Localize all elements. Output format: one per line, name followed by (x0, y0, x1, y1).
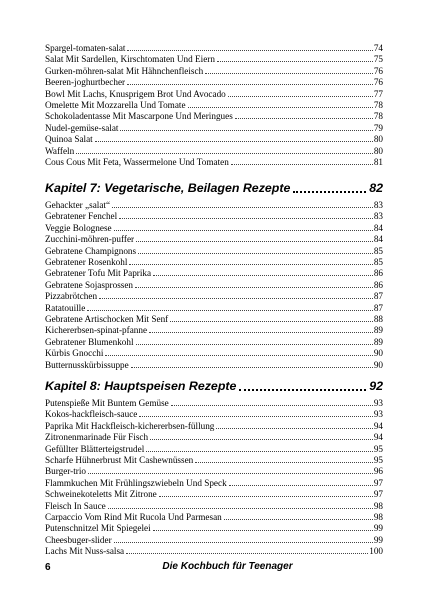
toc-entry-leader (171, 405, 373, 406)
toc-entry-title: Kürbis Gnocchi (45, 348, 104, 359)
toc-entry-title: Spargel-tomaten-salat (45, 43, 126, 53)
toc-entry[interactable] (45, 256, 383, 268)
toc-entry-page: 87 (373, 302, 383, 313)
toc-entry-page: 74 (373, 43, 383, 53)
toc-entry-title: Salat Mit Sardellen, Kirschtomaten Und Eiern (45, 54, 215, 65)
toc-entry-page: 86 (373, 279, 383, 290)
toc-entry-leader (146, 451, 373, 452)
toc-entry-title: Flammkuchen Mit Frühlingszwiebeln Und Speck (45, 477, 227, 488)
toc-entry-title: Gebratener Tofu Mit Paprika (45, 268, 152, 279)
toc-entry-page: 100 (369, 546, 383, 557)
toc-entry-title: Lachs Mit Nuss-salsa (45, 546, 125, 557)
toc-entry-leader (224, 519, 373, 520)
toc-entry[interactable] (45, 290, 383, 302)
toc-entry-title: Omelette Mit Mozzarella Und Tomate (45, 100, 186, 110)
toc-entry[interactable] (45, 133, 383, 145)
toc-entry-leader (188, 107, 373, 108)
toc-entry-title: Quinoa Salat (45, 134, 93, 145)
toc-entry-leader (105, 355, 372, 356)
toc-entry-leader (136, 241, 373, 242)
toc-entry-page: 79 (373, 122, 383, 133)
toc-entry-page: 80 (373, 145, 383, 156)
toc-entry-title: Pizzabrötchen (45, 291, 98, 302)
toc-entry-leader (229, 485, 373, 486)
toc-entry-page: 93 (373, 409, 383, 420)
toc-entry-title: Cheesbuger-slider (45, 534, 112, 545)
toc-entry[interactable] (45, 500, 383, 512)
chapter-7-page: 82 (369, 181, 383, 195)
chapter-8-leader (239, 389, 366, 391)
toc-entry-leader (149, 332, 373, 333)
toc-entry-leader (136, 344, 373, 345)
toc-entry-leader (88, 473, 373, 474)
toc-entry[interactable] (45, 267, 383, 279)
toc-entry-leader (127, 84, 373, 85)
toc-entry-leader (127, 50, 372, 51)
toc-entry-leader (216, 428, 372, 429)
toc-entry-page: 90 (373, 348, 383, 359)
chapter-7-leader (293, 191, 366, 193)
toc-entry-leader (170, 321, 373, 322)
toc-entry[interactable] (45, 545, 383, 557)
toc-entry-title: Schokoladentasse Mit Mascarpone Und Meringues (45, 111, 233, 122)
toc-entry-leader (139, 416, 372, 417)
toc-entry-page: 75 (373, 54, 383, 65)
toc-entry-leader (95, 141, 373, 142)
toc-entry-leader (217, 61, 373, 62)
toc-entry-leader (231, 164, 373, 165)
toc-entry-page: 77 (373, 88, 383, 99)
toc-entry-page: 87 (373, 291, 383, 302)
toc-entry-leader (114, 542, 373, 543)
footer-book-title: Die Kochbuch für Teenager (162, 561, 293, 572)
toc-entry[interactable] (45, 408, 383, 420)
toc-entry-leader (114, 230, 373, 231)
toc-entry-leader (153, 530, 373, 531)
toc-entry-title: Paprika Mit Hackfleisch-kichererbsen-füllung (45, 420, 215, 431)
toc-entry-title: Zitronenmarinade Für Fisch (45, 432, 149, 443)
toc-entry-title: Putenschnitzel Mit Spiegelei (45, 523, 151, 534)
toc-entry-page: 81 (373, 157, 383, 167)
toc-entry[interactable] (45, 477, 383, 489)
toc-entry-title: Putenspieße Mit Buntem Gemüse (45, 398, 169, 408)
toc-entry-page: 96 (373, 466, 383, 477)
toc-entry-page: 97 (373, 477, 383, 488)
chapter-7-title: Kapitel 7: Vegetarische, Beilagen Rezepte (45, 181, 291, 195)
toc-entry-page: 78 (373, 100, 383, 110)
chapter-7-heading (45, 180, 383, 196)
toc-entry-title: Schweinekoteletts Mit Zitrone (45, 489, 157, 500)
toc-entry[interactable] (45, 336, 383, 348)
toc-entry-title: Gebratener Fenchel (45, 211, 118, 222)
chapter-8-heading (45, 378, 383, 394)
toc-entry-leader (153, 275, 373, 276)
chapter-8-title: Kapitel 8: Hauptspeisen Rezepte (45, 379, 237, 393)
toc-entry[interactable] (45, 156, 383, 168)
toc-entry-title: Bowl Mit Lachs, Knusprigem Brot Und Avocado (45, 88, 226, 99)
toc-entry-title: Cous Cous Mit Feta, Wassermelone Und Tomaten (45, 157, 229, 167)
toc-entry[interactable] (45, 222, 383, 234)
toc-entry-title: Gurken-möhren-salat Mit Hähnchenfleisch (45, 65, 204, 76)
toc-entry[interactable] (45, 245, 383, 257)
toc-entry-leader (235, 118, 373, 119)
toc-entry[interactable] (45, 122, 383, 134)
toc-entry-title: Gebratener Rosenkohl (45, 257, 128, 267)
toc-entry[interactable] (45, 324, 383, 336)
toc-entry-page: 94 (373, 432, 383, 443)
toc-entry-title: Gebratene Sojasprossen (45, 279, 134, 290)
toc-entry-page: 90 (373, 359, 383, 370)
toc-entry[interactable] (45, 65, 383, 77)
toc-entry[interactable] (45, 302, 383, 314)
toc-entry-page: 84 (373, 222, 383, 233)
toc-entry-page: 76 (373, 65, 383, 76)
toc-entry-page: 98 (373, 512, 383, 522)
footer-page-number: 6 (45, 562, 51, 573)
toc-entry-leader (126, 553, 368, 554)
toc-entry[interactable] (45, 431, 383, 443)
toc-entry-title: Kichererbsen-spinat-pfanne (45, 325, 148, 336)
toc-entry-leader (228, 96, 373, 97)
toc-entry-title: Butternusskürbissuppe (45, 359, 129, 370)
toc-entry[interactable] (45, 145, 383, 157)
toc-entry-leader (112, 207, 373, 208)
toc-entry-page: 84 (373, 234, 383, 245)
toc-entry-page: 83 (373, 200, 383, 210)
toc-entry-title: Waffeln (45, 145, 75, 156)
toc-entry-title: Kokos-hackfleisch-sauce (45, 409, 138, 420)
toc-entry-title: Gefüllter Blätterteigstrudel (45, 443, 145, 454)
toc-entry[interactable] (45, 443, 383, 455)
toc-entry[interactable] (45, 233, 383, 245)
toc-entry[interactable] (45, 53, 383, 65)
toc-entry[interactable] (45, 488, 383, 500)
toc-entry[interactable] (45, 347, 383, 359)
toc-entry-leader (119, 218, 373, 219)
toc-entry[interactable] (45, 511, 383, 523)
toc-entry-page: 85 (373, 245, 383, 256)
toc-entry[interactable] (45, 99, 383, 111)
toc-entry[interactable] (45, 420, 383, 432)
toc-entry-page: 89 (373, 325, 383, 336)
toc-entry-page: 86 (373, 268, 383, 279)
toc-entry-title: Gebratene Champignons (45, 245, 137, 256)
toc-entry-page: 76 (373, 77, 383, 88)
toc-entry-title: Ratatouille (45, 302, 86, 313)
toc-entry-title: Zucchini-möhren-puffer (45, 234, 135, 245)
toc-entry-page: 94 (373, 420, 383, 431)
toc-entry-page: 78 (373, 111, 383, 122)
toc-entry-leader (76, 153, 373, 154)
toc-entry[interactable] (45, 534, 383, 546)
toc-entry-title: Burger-trio (45, 466, 86, 477)
toc-entry-leader (138, 253, 373, 254)
toc-entry-title: Gebratene Artischocken Mit Senf (45, 314, 169, 324)
toc-entry-leader (131, 367, 373, 368)
toc-entry-title: Nudel-gemüse-salat (45, 122, 119, 133)
toc-entry[interactable] (45, 359, 383, 371)
toc-entry-title: Beeren-joghurtbecher (45, 77, 126, 88)
toc-entry[interactable] (45, 199, 383, 211)
toc-entry-page: 95 (373, 443, 383, 454)
toc-entry-title: Fleisch In Sauce (45, 500, 106, 511)
toc-entry[interactable] (45, 76, 383, 88)
toc-entry-leader (135, 287, 373, 288)
toc-entry-page: 88 (373, 314, 383, 324)
chapter-8-page: 92 (369, 379, 383, 393)
toc-entry-title: Scharfe Hühnerbrust Mit Cashewnüssen (45, 455, 194, 465)
toc-entry-page: 89 (373, 336, 383, 347)
toc-entry-leader (87, 310, 373, 311)
toc-entry[interactable] (45, 210, 383, 222)
toc-entry-page: 80 (373, 134, 383, 145)
toc-entry-leader (195, 462, 373, 463)
toc-entry[interactable] (45, 454, 383, 466)
toc-entry[interactable] (45, 313, 383, 325)
toc-entry[interactable] (45, 110, 383, 122)
toc-entry-page: 93 (373, 398, 383, 408)
toc-entry-leader (129, 264, 372, 265)
toc-entry[interactable] (45, 397, 383, 409)
toc-entry-leader (108, 508, 373, 509)
toc-entry[interactable] (45, 522, 383, 534)
toc-entry-leader (120, 130, 372, 131)
toc-entry-page: 99 (373, 534, 383, 545)
toc-entry[interactable] (45, 279, 383, 291)
toc-entry-page: 97 (373, 489, 383, 500)
toc-entry-leader (150, 439, 373, 440)
toc-entry-page: 83 (373, 211, 383, 222)
toc-entry-leader (205, 73, 373, 74)
toc-entry[interactable] (45, 465, 383, 477)
toc-entry-title: Carpaccio Vom Rind Mit Rucola Und Parmesan (45, 512, 222, 522)
toc-entry-title: Gehackter „salat“ (45, 200, 111, 210)
toc-entry-title: Gebratener Blumenkohl (45, 336, 134, 347)
toc-entry-title: Veggie Bolognese (45, 222, 112, 233)
toc-entry[interactable] (45, 42, 383, 54)
toc-entry-leader (99, 298, 373, 299)
toc-entry-leader (159, 496, 373, 497)
toc-entry-page: 98 (373, 500, 383, 511)
toc-entry-page: 99 (373, 523, 383, 534)
toc-entry-page: 95 (373, 455, 383, 465)
toc-entry[interactable] (45, 88, 383, 100)
toc-entry-page: 85 (373, 257, 383, 267)
